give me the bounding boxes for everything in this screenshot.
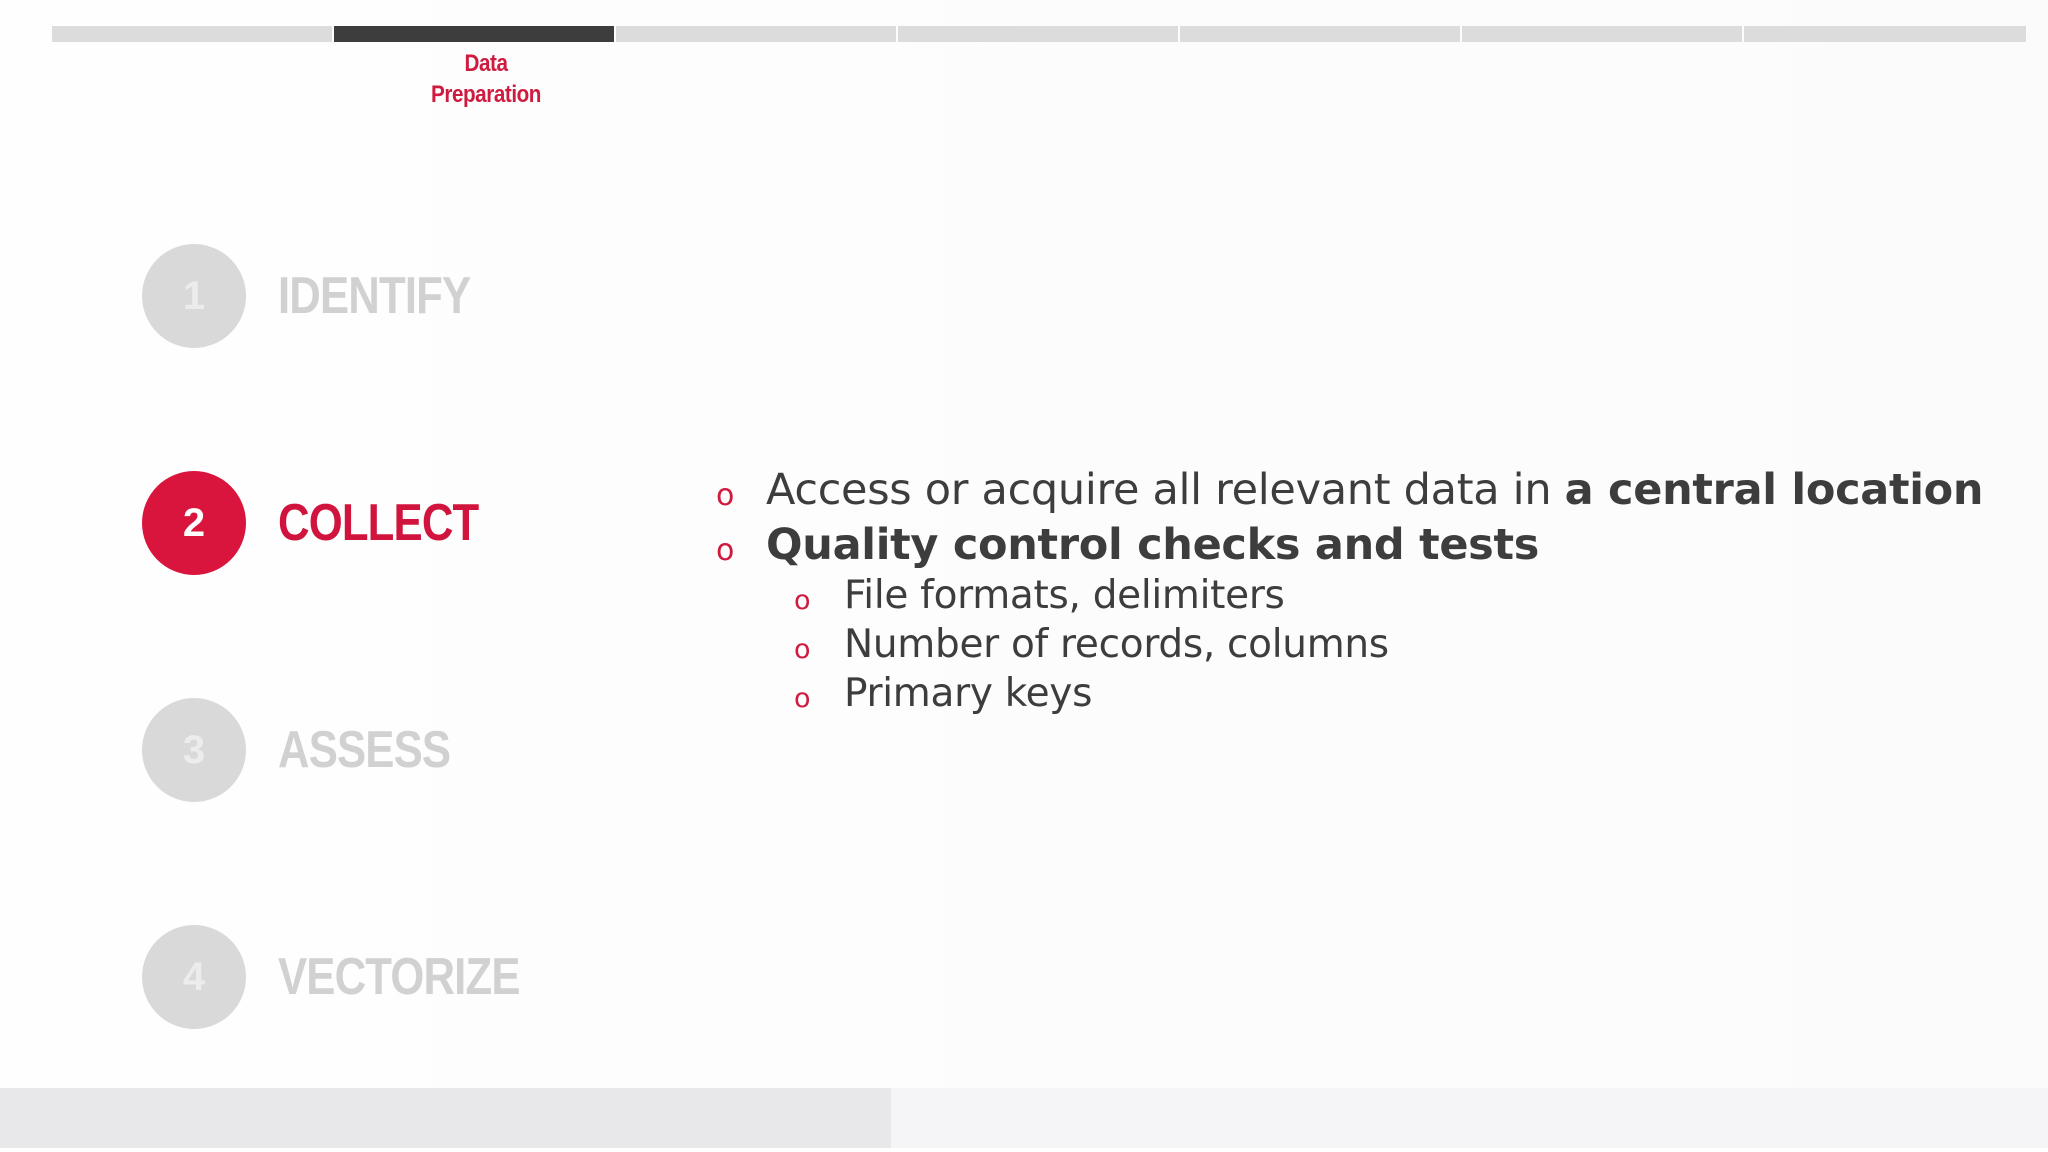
active-section-label-line-2: Preparation — [431, 81, 541, 108]
step-title: COLLECT — [278, 494, 479, 552]
bullet-item — [716, 463, 1984, 518]
progress-segment-5[interactable] — [1180, 26, 1460, 42]
bullet-marker-icon: o — [716, 533, 735, 568]
step-number-badge: 3 — [142, 698, 246, 802]
step-vectorize[interactable] — [142, 925, 642, 1029]
step-title: VECTORIZE — [278, 948, 520, 1006]
bullet-marker-icon: o — [794, 585, 811, 616]
active-section-label-line-1: Data — [464, 50, 508, 77]
bullet-marker-icon: o — [794, 683, 811, 714]
section-progress-bar — [52, 26, 2026, 42]
player-progress-bar[interactable] — [0, 1088, 2048, 1152]
active-section-label — [400, 48, 572, 110]
step-assess[interactable] — [142, 698, 642, 802]
progress-segment-4[interactable] — [898, 26, 1178, 42]
step-identify[interactable] — [142, 244, 642, 348]
sub-bullet-item — [716, 571, 1956, 620]
step-number-badge: 1 — [142, 244, 246, 348]
bullet-list — [716, 463, 1984, 718]
player-bottom-strip — [0, 1148, 2048, 1152]
step-collect[interactable] — [142, 471, 642, 575]
bullet-marker-icon: o — [794, 634, 811, 665]
bullet-item — [716, 518, 1956, 573]
sub-bullet-item — [716, 669, 1956, 718]
player-progress-fill — [0, 1088, 891, 1152]
bullet-text: Access or acquire all relevant data in — [766, 465, 1565, 515]
step-number-badge: 2 — [142, 471, 246, 575]
progress-segment-1[interactable] — [52, 26, 332, 42]
step-title: IDENTIFY — [278, 267, 471, 325]
sub-bullet-item — [716, 620, 1956, 669]
progress-segment-2[interactable] — [334, 26, 614, 42]
step-title: ASSESS — [278, 721, 451, 779]
progress-segment-6[interactable] — [1462, 26, 1742, 42]
sub-bullet-text: Number of records, columns — [844, 622, 1389, 667]
step-number-badge: 4 — [142, 925, 246, 1029]
bullet-text: Quality control checks and tests — [766, 520, 1540, 570]
bullet-marker-icon: o — [716, 478, 735, 513]
progress-segment-7[interactable] — [1744, 26, 2026, 42]
sub-bullet-text: Primary keys — [844, 671, 1093, 716]
sub-bullet-text: File formats, delimiters — [844, 573, 1285, 618]
bullet-emphasis: a central location — [1564, 465, 1984, 515]
progress-segment-3[interactable] — [616, 26, 896, 42]
